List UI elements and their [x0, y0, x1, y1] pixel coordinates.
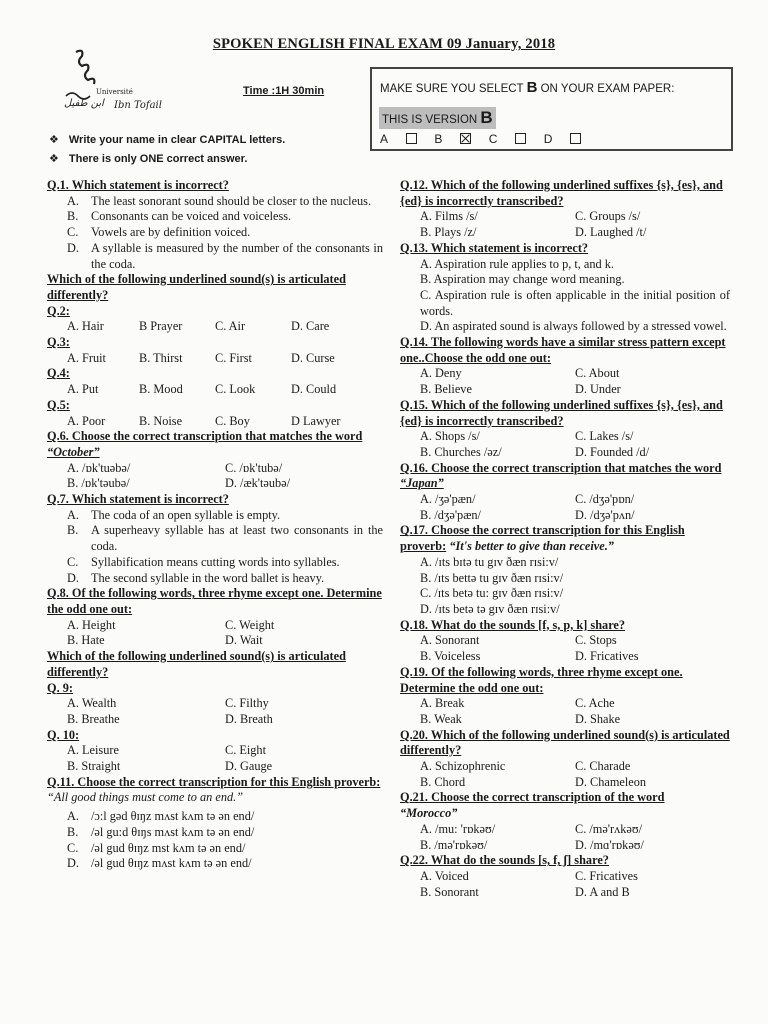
diamond-bullet-icon: ❖	[49, 134, 59, 146]
version-instruction: MAKE SURE YOU SELECT B ON YOUR EXAM PAPER:	[380, 79, 675, 96]
question-title: Q.1. Which statement is incorrect?	[47, 178, 229, 192]
option-row[interactable]: A. Put B. Mood C. Look D. Could	[67, 382, 337, 397]
question-title: Q.17. Choose the correct transcription for this English proverb: “It's better to give than receive.”	[400, 523, 685, 554]
right-column	[400, 178, 730, 900]
option-row[interactable]: B. Plays /z/ D. Laughed /t/	[420, 225, 647, 240]
option[interactable]: D. /ɪts betə tə gɪv ðæn rɪsi:v/	[420, 601, 560, 616]
question-title: Q.18. What do the sounds [f, s, p, k] share?	[400, 617, 626, 632]
question-title: Q.3:	[47, 335, 70, 350]
option[interactable]: B. Aspiration may change word meaning.	[420, 272, 625, 287]
question-title: Q.16. Choose the correct transcription that matches the word “Japan”	[400, 460, 722, 491]
left-column	[47, 178, 383, 872]
question-title: Q.22. What do the sounds [s, f, ʃ] share?	[400, 853, 609, 868]
option[interactable]: D. A syllable is measured by the number of the consonants in the coda.	[67, 240, 383, 271]
question-title: Q.13. Which statement is incorrect?	[400, 240, 589, 255]
question-title: Q.19. Of the following words, three rhyme except one. Determine the odd one out:	[400, 664, 683, 695]
version-option-c[interactable]: C	[489, 132, 527, 146]
option-row[interactable]: B. Weak D. Shake	[420, 711, 621, 726]
option-row[interactable]: A. Leisure C. Eight	[67, 743, 267, 758]
option[interactable]: B. Consonants can be voiced and voiceless.	[67, 209, 292, 224]
option-row[interactable]: B. /dʒə'pæn/ D. /dʒə'pʌn/	[420, 507, 635, 522]
question-title: Q. 10:	[47, 727, 80, 742]
option[interactable]: C. Syllabification means cutting words into syllables.	[67, 554, 340, 569]
question-title: Q.12. Which of the following underlined suffixes {s}, {es}, and {ed} is incorrectly transcribed?	[400, 178, 723, 208]
option[interactable]: A. The coda of an open syllable is empty.	[67, 507, 281, 522]
option[interactable]: A. The least sonorant sound should be closer to the nucleus.	[67, 193, 372, 208]
option[interactable]: C. Aspiration rule is often applicable in the initial position of words.	[420, 287, 730, 318]
checkbox-icon	[515, 133, 526, 144]
option-row[interactable]: A. Sonorant C. Stops	[420, 633, 617, 648]
question-title: Q.15. Which of the following underlined suffixes {s}, {es}, and {ed} is incorrectly transcribed?	[400, 397, 723, 428]
version-option-b[interactable]: B	[434, 132, 471, 146]
option-row[interactable]: A. /ɒk'tuəbə/ C. /ɒk'tubə/	[67, 460, 283, 475]
version-label: THIS IS VERSION B	[379, 107, 496, 129]
option-row[interactable]: B. Voiceless D. Fricatives	[420, 649, 639, 664]
question-word: “Morocco”	[400, 806, 458, 821]
option-row[interactable]: B. Straight D. Gauge	[67, 759, 273, 774]
option[interactable]: A. /ɪts bɪtə tu gɪv ðæn rɪsi:v/	[420, 554, 559, 569]
option[interactable]: B. A superheavy syllable has at least two consonants in the coda.	[67, 523, 383, 554]
instruction-item: ❖ Write your name in clear CAPITAL letters.	[49, 134, 286, 146]
option[interactable]: C. /əl gud θɪŋz mst kʌm tə ən end/	[67, 840, 246, 855]
option[interactable]: A. /ɔ:l gəd θɪŋz mʌst kʌm tə ən end/	[67, 809, 255, 824]
option-row[interactable]: A. /mu: 'rɒkəʊ/ C. /mə'rʌkəʊ/	[420, 821, 643, 836]
svg-text:ابن طفيل: ابن طفيل	[64, 98, 104, 109]
exam-title: SPOKEN ENGLISH FINAL EXAM 09 January, 2018	[212, 36, 556, 52]
question-title: Q.6. Choose the correct transcription that matches the word “October”	[47, 429, 363, 459]
version-option-d[interactable]: D	[544, 132, 582, 146]
option[interactable]: C. /ɪts betə tu: gɪv ðæn rɪsi:v/	[420, 586, 564, 601]
group-instruction: Which of the following underlined sound(s) is articulated differently?	[47, 649, 346, 679]
question-title: Q.5:	[47, 397, 70, 412]
option-row[interactable]: A. Hair B Prayer C. Air D. Care	[67, 319, 330, 334]
question-title: Q.8. Of the following words, three rhyme except one. Determine the odd one out:	[47, 586, 382, 616]
option[interactable]: A. Aspiration rule applies to p, t, and k.	[420, 256, 614, 271]
question-title: Q.21. Choose the correct transcription of the word	[400, 790, 665, 805]
option-row[interactable]: B. /mə'rɒkəʊ/ D. /mɑ'rɒkəʊ/	[420, 837, 644, 852]
version-option-a[interactable]: A	[380, 132, 417, 146]
option-row[interactable]: B. Believe D. Under	[420, 382, 621, 397]
option-row[interactable]: A. Break C. Ache	[420, 696, 615, 711]
option-row[interactable]: A. Films /s/ C. Groups /s/	[420, 209, 641, 224]
option[interactable]: D. /əl gud θɪŋz mʌst kʌm tə ən end/	[67, 856, 252, 871]
version-box	[370, 67, 733, 151]
option[interactable]: B. /əl gu:d θɪŋs mʌst kʌm tə ən end/	[67, 824, 255, 839]
question-title: Q.11. Choose the correct transcription for this English proverb: “All good things must come to an end.”	[47, 774, 381, 805]
svg-text:Université: Université	[96, 88, 133, 96]
option[interactable]: B. /ɪts bettə tu gɪv ðæn rɪsi:v/	[420, 570, 564, 585]
checkbox-icon	[406, 133, 417, 144]
question-title: Q.4:	[47, 366, 70, 381]
instructions	[49, 133, 285, 171]
option[interactable]: C. Vowels are by definition voiced.	[67, 225, 251, 240]
time-limit: Time :1H 30min	[243, 85, 325, 97]
group-instruction: Which of the following underlined sound(s) is articulated differently?	[47, 272, 346, 302]
option-row[interactable]: B. Chord D. Chameleon	[420, 774, 647, 789]
option-row[interactable]: A. Wealth C. Filthy	[67, 696, 269, 711]
option[interactable]: D. An aspirated sound is always followed by a stressed vowel.	[420, 319, 727, 334]
checked-box-icon	[460, 133, 471, 144]
option-row[interactable]: B. Breathe D. Breath	[67, 711, 273, 726]
option-row[interactable]: B. /ɒk'təubə/ D. /æk'təubə/	[67, 476, 291, 491]
diamond-bullet-icon: ❖	[49, 153, 59, 165]
question-title: Q.7. Which statement is incorrect?	[47, 492, 229, 507]
option[interactable]: D. The second syllable in the word ballet is heavy.	[67, 570, 325, 585]
option-row[interactable]: A. /ʒə'pæn/ C. /dʒə'pɒn/	[420, 492, 635, 507]
option-row[interactable]: B. Hate D. Wait	[67, 633, 263, 648]
option-row[interactable]: A. Shops /s/ C. Lakes /s/	[420, 429, 634, 444]
question-title: Q. 9:	[47, 680, 73, 695]
version-options	[380, 132, 595, 146]
question-title: Q.14. The following words have a similar stress pattern except one..Choose the odd one out:	[400, 335, 726, 365]
university-logo	[62, 44, 172, 116]
option-row[interactable]: A. Height C. Weight	[67, 617, 275, 632]
question-title: Q.20. Which of the following underlined sound(s) is articulated differently?	[400, 727, 730, 758]
option-row[interactable]: A. Fruit B. Thirst C. First D. Curse	[67, 350, 335, 365]
option-row[interactable]: B. Churches /əz/ D. Founded /d/	[420, 444, 650, 459]
option-row[interactable]: B. Sonorant D. A and B	[420, 884, 630, 899]
option-row[interactable]: A. Deny C. About	[420, 366, 620, 381]
question-title: Q.2:	[47, 303, 70, 318]
option-row[interactable]: A. Schizophrenic C. Charade	[420, 759, 631, 774]
checkbox-icon	[570, 133, 581, 144]
option-row[interactable]: A. Voiced C. Fricatives	[420, 868, 638, 883]
svg-text:Ibn Tofail: Ibn Tofail	[114, 100, 162, 111]
instruction-item: ❖ There is only ONE correct answer.	[49, 153, 248, 165]
option-row[interactable]: A. Poor B. Noise C. Boy D Lawyer	[67, 413, 341, 428]
